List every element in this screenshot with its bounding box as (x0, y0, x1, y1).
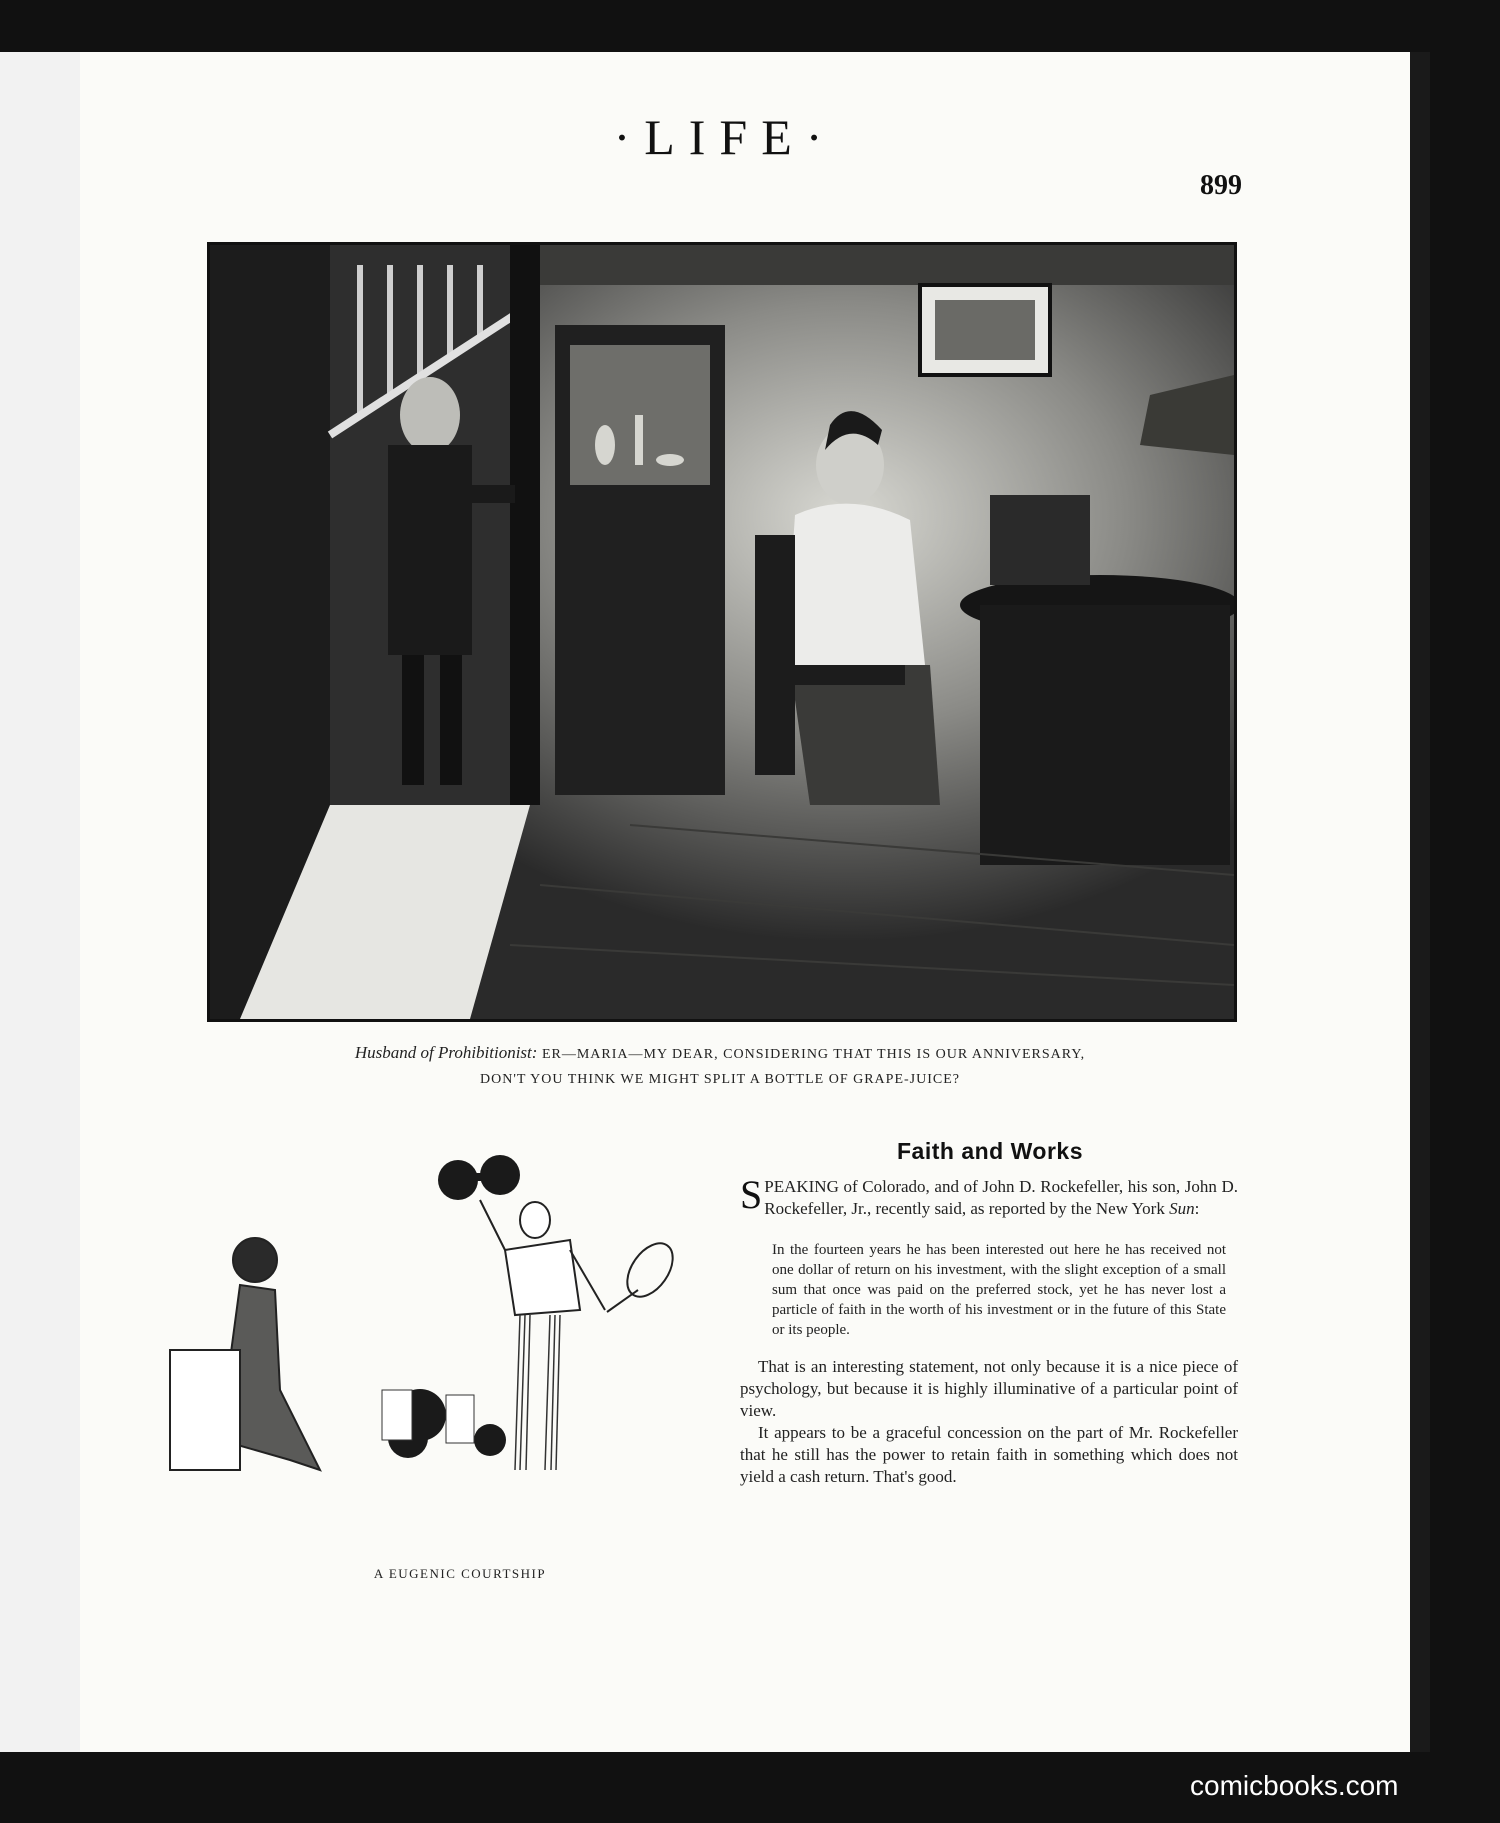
right-page-edge (1410, 52, 1430, 1752)
eugenic-courtship-cartoon (160, 1140, 720, 1540)
cartoon-drawing (160, 1140, 720, 1540)
main-illustration (207, 242, 1237, 1022)
caption-line-2: DON'T YOU THINK WE MIGHT SPLIT A BOTTLE OF GRAPE-JUICE? (480, 1072, 960, 1087)
watermark: comicbooks.com (1190, 1770, 1399, 1801)
lead-text: PEAKING of Colorado, and of John D. Rockefeller, his son, John D. Rockefeller, Jr., recently said, as reported by the New York (764, 1177, 1238, 1218)
drop-cap: S (740, 1172, 763, 1217)
left-page-edge (0, 52, 83, 1752)
magazine-title: ·LIFE· (613, 109, 837, 165)
article-paragraph-2: It appears to be a graceful concession on the part of Mr. Rockefeller that he still has the power to retain faith in something which does not yield a cash return. That's good. (740, 1423, 1238, 1486)
interior-scene-drawing (210, 245, 1234, 1019)
illustration-caption (290, 1040, 1150, 1092)
caption-line-1: ER—MARIA—MY DEAR, CONSIDERING THAT THIS IS OUR ANNIVERSARY, (541, 1047, 1086, 1062)
article-lead (740, 1172, 1238, 1220)
article-paragraph-1: That is an interesting statement, not only because it is a nice piece of psychology, but because it is highly illuminative of a particular point of view. (740, 1357, 1238, 1420)
lead-end: : (1194, 1199, 1200, 1218)
lead-italic: Sun (1169, 1199, 1195, 1218)
cartoon-caption: A EUGENIC COURTSHIP (373, 1566, 547, 1581)
caption-speaker: Husband of Prohibitionist: (354, 1043, 538, 1062)
article-quote: In the fourteen years he has been interested out here he has received not one dollar of return on his investment, with the slight exception of a small sum that once was paid on the preferred stock, yet he has never lost a particle of faith in the worth of his investment or in the future of this State or its people. (772, 1242, 1226, 1338)
article-title: Faith and Works (897, 1138, 1083, 1164)
article-body (740, 1172, 1238, 1488)
page-number: 899 (1200, 170, 1242, 201)
